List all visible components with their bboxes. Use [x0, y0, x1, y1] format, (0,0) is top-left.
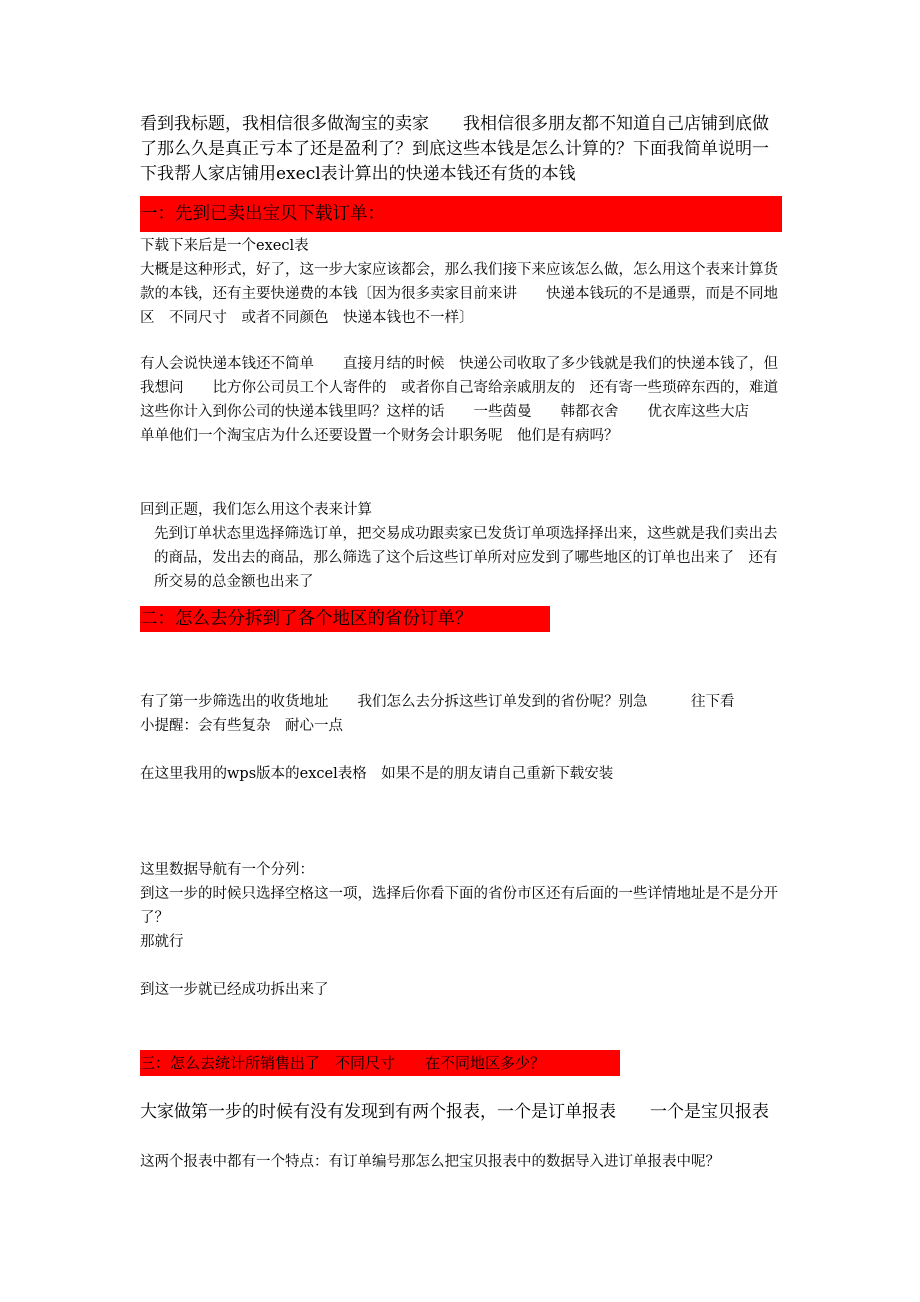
section-3-paragraph-2: 这两个报表中都有一个特点：有订单编号那怎么把宝贝报表中的数据导入进订单报表中呢？: [140, 1154, 720, 1170]
section-2-paragraph-3: 在这里我用的wps版本的excel表格 如果不是的朋友请自己重新下载安装: [140, 766, 614, 782]
section-2-paragraph-2: 小提醒：会有些复杂 耐心一点: [140, 718, 343, 734]
section-2-paragraph-6: 那就行: [140, 934, 184, 950]
section-2-paragraph-7: 到这一步就已经成功拆出来了: [140, 982, 329, 998]
section-1-paragraph-4: 回到正题，我们怎么用这个表来计算: [140, 502, 372, 518]
section-2-paragraph-5: 到这一步的时候只选择空格这一项，选择后你看下面的省份市区还有后面的一些详情地址是不是分开了？: [140, 886, 778, 926]
section-3-paragraph-1: 大家做第一步的时候有没有发现到有两个报表，一个是订单报表 一个是宝贝报表: [140, 1102, 769, 1122]
section-1-paragraph-2: 大概是这种形式，好了，这一步大家应该都会，那么我们接下来应该怎么做，怎么用这个表来计算货款的本钱，还有主要快递费的本钱〔因为很多卖家目前来讲 快递本钱玩的不是通票，而是不同地区 不同尺寸 或者不同颜色 快递本钱也不一样〕: [140, 262, 778, 326]
section-2-paragraph-1: 有了第一步筛选出的收货地址 我们怎么去分拆这些订单发到的省份呢？别急 往下看: [140, 694, 735, 710]
section-3-heading: 三：怎么去统计所销售出了 不同尺寸 在不同地区多少？: [140, 1050, 620, 1076]
section-2-heading: 二：怎么去分拆到了各个地区的省份订单？: [140, 606, 550, 632]
section-2-paragraph-4: 这里数据导航有一个分列：: [140, 862, 314, 878]
intro-paragraph: 看到我标题，我相信很多做淘宝的卖家 我相信很多朋友都不知道自己店铺到底做了那么久是真正亏本了还是盈利了？到底这些本钱是怎么计算的？下面我简单说明一下我帮人家店铺用execl表计算出的快递本钱还有货的本钱: [140, 114, 769, 184]
section-1-heading: 一：先到已卖出宝贝下载订单：: [140, 196, 782, 232]
section-1-paragraph-5: 先到订单状态里选择筛选订单，把交易成功跟卖家已发货订单项选择择出来，这些就是我们卖出去的商品，发出去的商品，那么筛选了这个后这些订单所对应发到了哪些地区的订单也出来了 还有所交易的总金额也出来了: [154, 526, 778, 590]
section-1-paragraph-3: 有人会说快递本钱还不简单 直接月结的时候 快递公司收取了多少钱就是我们的快递本钱了，但我想问 比方你公司员工个人寄件的 或者你自己寄给亲戚朋友的 还有寄一些琐碎东西的，难道这些你计入到你公司的快递本钱里吗？这样的话 一些茵曼 韩都衣舍 优衣库这些大店 单单他们一个淘宝店为什么还要设置一个财务会计职务呢 他们是有病吗？: [140, 356, 778, 444]
section-1-paragraph-1: 下载下来后是一个execl表: [140, 238, 309, 254]
